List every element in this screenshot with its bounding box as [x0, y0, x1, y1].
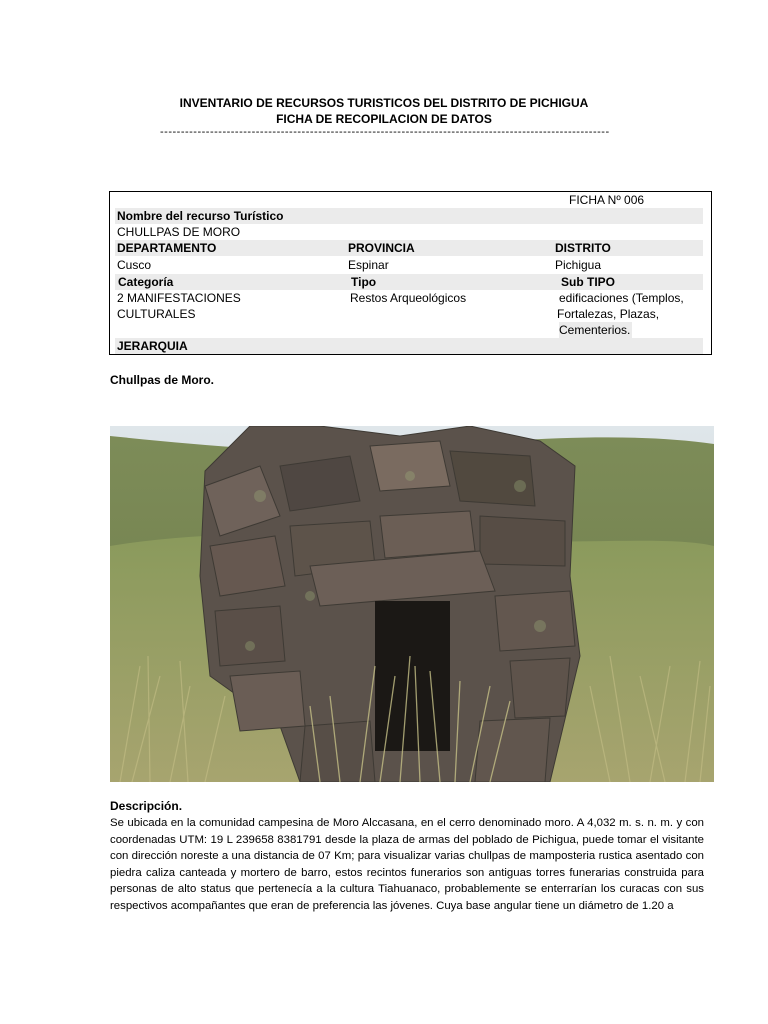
header-rule: ------------------------------------------------------------------------------------------------------------: [160, 126, 610, 138]
departamento-value: Cusco: [117, 258, 152, 272]
location-label-row: [115, 240, 703, 256]
departamento-label: DEPARTAMENTO: [117, 241, 217, 255]
tipo-label: Tipo: [351, 275, 377, 289]
category-value-row-2: [115, 306, 703, 322]
jerarquia-label: JERARQUIA: [117, 339, 188, 353]
document-subtitle: FICHA DE RECOPILACION DE DATOS: [276, 112, 492, 126]
provincia-value: Espinar: [348, 258, 389, 272]
subtipo-value-line1: edificaciones (Templos,: [559, 291, 684, 305]
nombre-value-row: [115, 224, 703, 240]
categoria-label: Categoría: [118, 275, 174, 289]
tipo-value: Restos Arqueológicos: [350, 291, 467, 305]
categoria-value-line1: 2 MANIFESTACIONES: [117, 291, 241, 305]
category-label-row: [115, 274, 703, 290]
nombre-label-row: [115, 208, 703, 224]
category-value-row-1: [115, 290, 703, 306]
subtipo-value-line2: Fortalezas, Plazas,: [557, 307, 660, 321]
category-value-row-3: [115, 322, 703, 338]
ficha-number: FICHA Nº 006: [569, 193, 645, 207]
categoria-value-line2: CULTURALES: [117, 307, 196, 321]
descripcion-title: Descripción.: [110, 799, 183, 813]
nombre-label: Nombre del recurso Turístico: [117, 209, 284, 223]
ficha-row: [115, 192, 703, 208]
distrito-value: Pichigua: [555, 258, 602, 272]
chullpa-photo: [110, 426, 714, 782]
nombre-value: CHULLPAS DE MORO: [117, 225, 241, 239]
data-sheet-card: [109, 191, 712, 355]
descripcion-text: Se ubicada en la comunidad campesina de Moro Alccasana, en el cerro denominado moro. A 4,032 m. s. n. m. y con coordenadas UTM: 19 L 239658 8381791 desde la plaza de armas del poblado de Pichigua, puede tomar el visitante con dirección noreste a una distancia de 07 Km; para visualizar varias chullpas de mamposteria rustica asentado con piedra caliza canteada y mortero de barro, estos recintos funerarios son antiguas torres funerarias construida para personas de alto status que pertenecía a la cultura Tiahuanaco, probablemente se enterrarían los curacas con sus respectivos acompañantes que eran de preferencia las jóvenes. Cuya base angular tiene un diámetro de 1.20 a: [110, 817, 704, 912]
provincia-label: PROVINCIA: [348, 241, 415, 255]
subtipo-label: Sub TIPO: [561, 275, 615, 289]
section-title: Chullpas de Moro.: [110, 373, 215, 387]
document-title: INVENTARIO DE RECURSOS TURISTICOS DEL DISTRITO DE PICHIGUA: [179, 96, 589, 110]
jerarquia-row: [115, 338, 703, 354]
subtipo-value-line3: Cementerios.: [559, 323, 631, 337]
distrito-label: DISTRITO: [555, 241, 611, 255]
location-value-row: [115, 257, 703, 273]
